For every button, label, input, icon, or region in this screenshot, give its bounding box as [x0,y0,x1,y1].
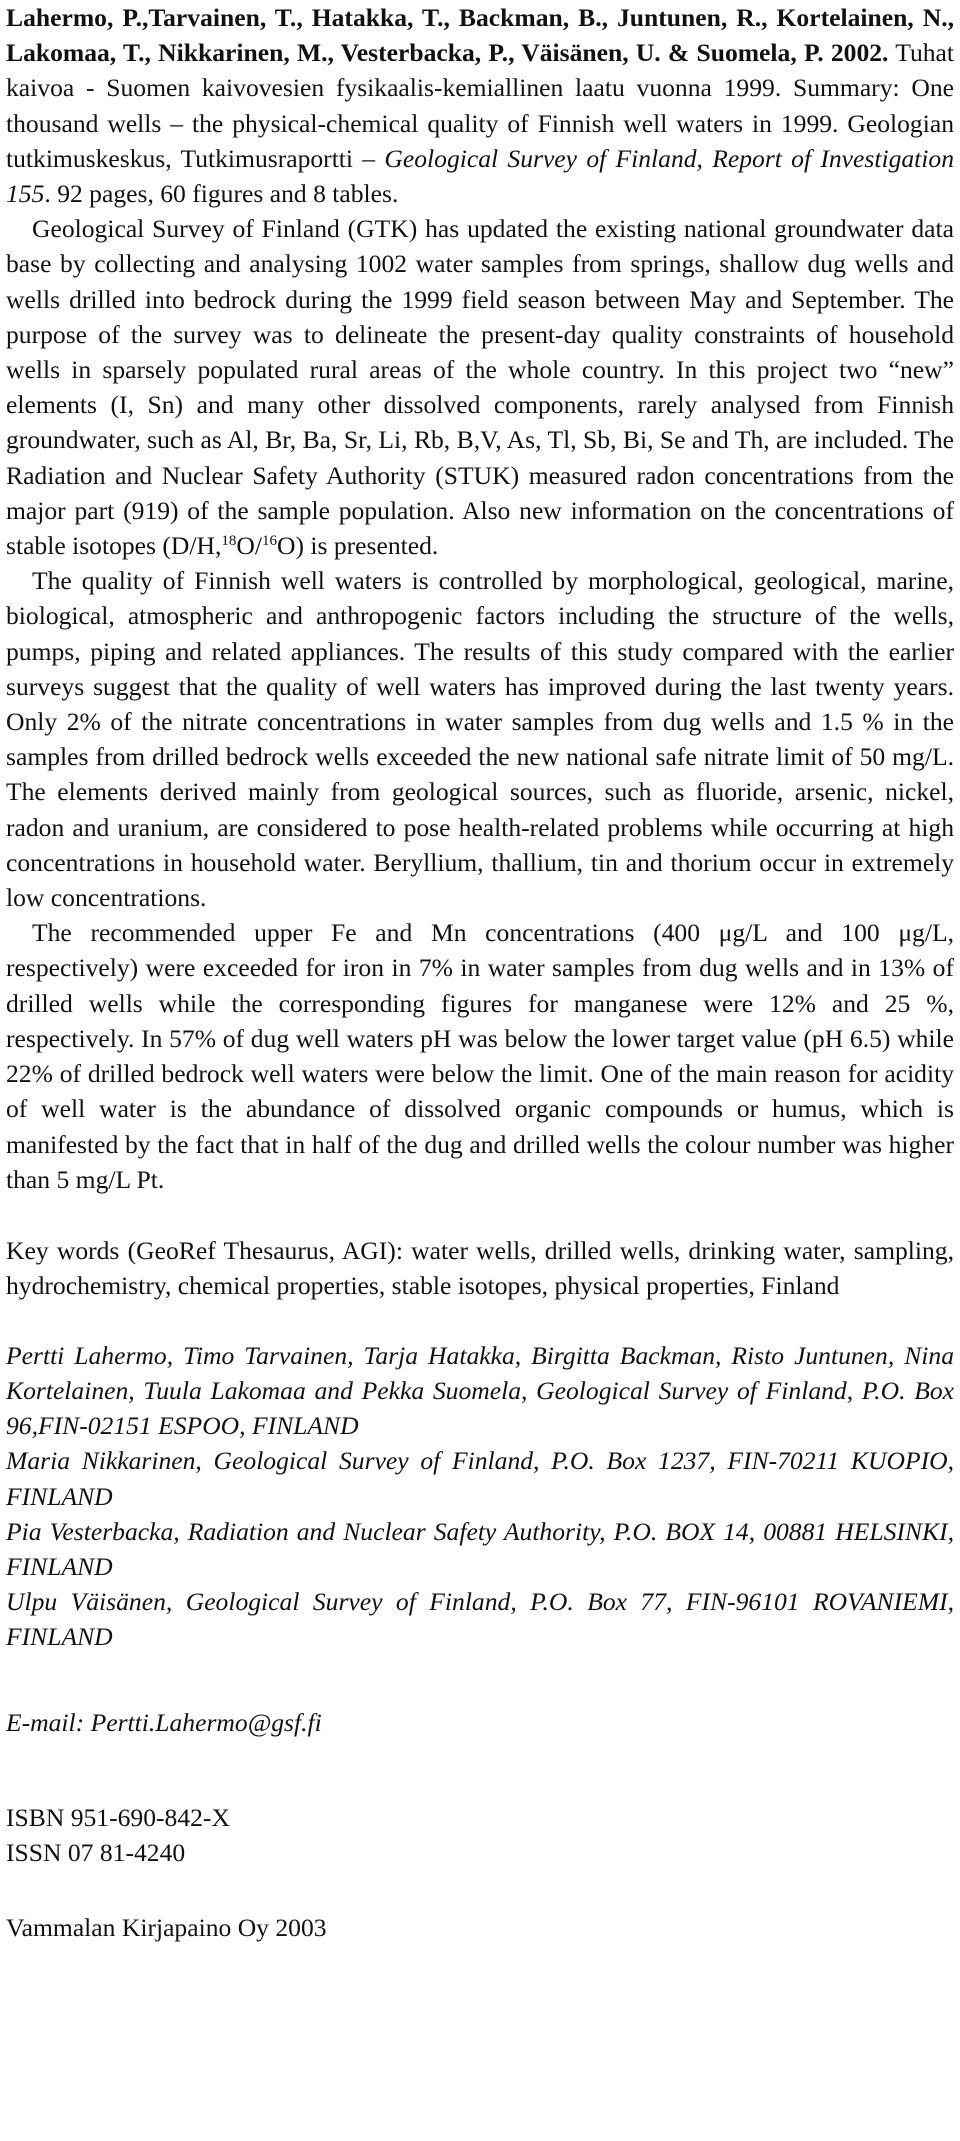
abstract-paragraph-1 [6,211,954,563]
isotope-superscript-16: 16 [261,533,277,550]
address-4: Ulpu Väisänen, Geological Survey of Finland, P.O. Box 77, FIN-96101 ROVANIEMI, FINLAND [6,1587,954,1652]
abstract-paragraph-2: The quality of Finnish well waters is controlled by morphological, geological, marine, biological, atmospheric and anthropogenic factors including the structure of the wells, pumps, piping and related appliances. The results of this study compared with the earlier surveys suggest that the quality of well waters has improved during the last twenty years. Only 2% of the nitrate concentrations in water samples from dug wells and 1.5 % in the samples from drilled bedrock wells exceeded the new national safe nitrate limit of 50 mg/L. The elements derived mainly from geological sources, such as fluoride, arsenic, nickel, radon and uranium, are considered to pose health-related problems while occurring at high concentrations in household water. Beryllium, thallium, tin and thorium occur in extremely low concentrations. [6,566,954,913]
abstract-paragraph-3: The recommended upper Fe and Mn concentrations (400 μg/L and 100 μg/L, respectively) were exceeded for iron in 7% in water samples from dug wells and in 13% of drilled wells while the corresponding figures for manganese were 12% and 25 %, respectively. In 57% of dug well waters pH was below the lower target value (pH 6.5) while 22% of drilled bedrock well waters were below the limit. One of the main reason for acidity of well water is the abundance of dissolved organic compounds or humus, which is manifested by the fact that in half of the dug and drilled wells the colour number was higher than 5 mg/L Pt. [6,918,954,1194]
abstract-paragraph-1-text: Geological Survey of Finland (GTK) has updated the existing national groundwater data base by collecting and analysing 1002 water samples from springs, shallow dug wells and wells drilled into bedrock during the 1999 field season between May and September. The purpose of the survey was to delineate the present-day quality constraints of household wells in sparsely populated rural areas of the whole country. In this project two “new” elements (I, Sn) and many other dissolved components, rarely analysed from Finnish groundwater, such as Al, Br, Ba, Sr, Li, Rb, B,V, As, Tl, Sb, Bi, Se and Th, are included. The Radiation and Nuclear Safety Authority (STUK) measured radon concentrations from the major part (919) of the sample population. Also new information on the concentrations of stable isotopes (D/H, [6,214,954,561]
abstract-paragraph-1-end: O) is presented. [276,531,439,561]
identifiers [6,1800,954,1870]
isotope-text: O/ [236,531,262,561]
abstract [6,211,954,1197]
address-3: Pia Vesterbacka, Radiation and Nuclear Safety Authority, P.O. BOX 14, 00881 HELSINKI, FINLAND [6,1516,954,1581]
citation [6,0,954,211]
keywords: Key words (GeoRef Thesaurus, AGI): water wells, drilled wells, drinking water, sampling, hydrochemistry, chemical properties, stable isotopes, physical properties, Finland [6,1235,954,1301]
address-2: Maria Nikkarinen, Geological Survey of Finland, P.O. Box 1237, FIN-70211 KUOPIO, FINLAND [6,1446,954,1511]
citation-series: Geological Survey of Finland, Report of Investigation 155 [6,143,954,209]
author-addresses [6,1338,954,1655]
citation-authors-year: Lahermo, P.,Tarvainen, T., Hatakka, T., Backman, B., Juntunen, R., Kortelainen, N., Lakomaa, T., Nikkarinen, M., Vesterbacka, P., Väisänen, U. & Suomela, P. 2002. [6,3,954,68]
isbn: ISBN 951-690-842-X [6,1802,230,1832]
address-1: Pertti Lahermo, Timo Tarvainen, Tarja Hatakka, Birgitta Backman, Risto Juntunen, Nina Kortelainen, Tuula Lakomaa and Pekka Suomela, Geological Survey of Finland, P.O. Box 96,FIN-02151 ESPOO, FINLAND [6,1340,954,1441]
issn: ISSN 07 81-4240 [6,1837,186,1867]
printer-imprint: Vammalan Kirjapaino Oy 2003 [6,1912,327,1942]
contact-email: E-mail: Pertti.Lahermo@gsf.fi [6,1707,322,1737]
citation-title: Tuhat kaivoa - Suomen kaivovesien fysikaalis-kemiallinen laatu vuonna 1999. Summary: One thousand wells – the physical-chemical quality of Finnish well waters in 1999. Geologian tutkimuskeskus, Tutkimusraportti – [6,38,955,173]
isotope-superscript-18: 18 [221,533,237,550]
citation-extent: . 92 pages, 60 figures and 8 tables. [44,179,399,209]
